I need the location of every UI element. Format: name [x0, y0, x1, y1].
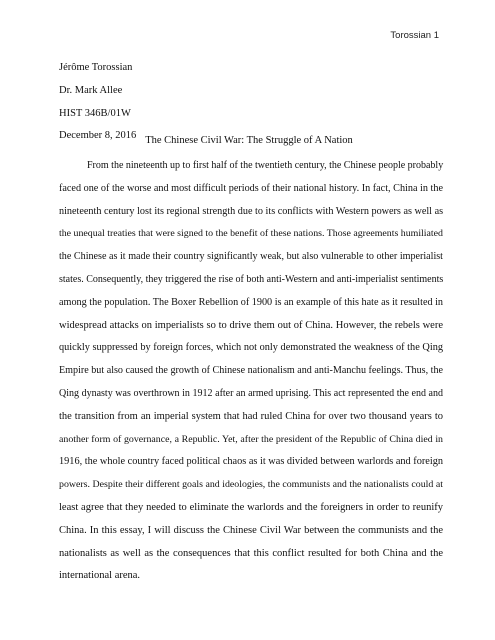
course-code: HIST 346B/01W [59, 107, 131, 119]
instructor-name: Dr. Mark Allee [59, 84, 123, 96]
paragraph-line: quickly suppressed by foreign forces, which not only demonstrated the weakness of the Qing [59, 342, 443, 354]
paragraph-line: the Chinese as it made their country significantly weak, but also vulnerable to other imperialist [59, 251, 443, 263]
paragraph-line: the unequal treaties that were signed to the benefit of these nations. Those agreements humiliated [59, 228, 443, 240]
paragraph-line: Qing dynasty was overthrown in 1912 after an armed uprising. This act represented the end and [59, 387, 443, 399]
paragraph-line: another form of governance, a Republic. Yet, after the president of the Republic of China died in [59, 433, 443, 445]
running-head: Torossian 1 [390, 30, 439, 41]
paragraph-line: China. In this essay, I will discuss the Chinese Civil War between the communists and the [59, 524, 443, 536]
paragraph-line: powers. Despite their different goals and ideologies, the communists and the nationalists could at [59, 479, 443, 491]
paragraph-line: Empire but also caused the growth of Chinese nationalism and anti-Manchu feelings. Thus, the [59, 365, 443, 377]
paragraph-line: the transition from an imperial system that had ruled China for over two thousand years to [59, 410, 443, 422]
paragraph-line: states. Consequently, they triggered the rise of both anti-Western and anti-imperialist sentiments [59, 273, 444, 285]
paragraph-line: international arena. [59, 570, 141, 582]
paragraph-line: least agree that they needed to eliminate the warlords and the foreigners in order to reunify [59, 501, 443, 513]
document-date: December 8, 2016 [59, 130, 137, 142]
paragraph-line: faced one of the worse and most difficult periods of their national history. In fact, China in the [59, 182, 443, 194]
paragraph-line: widespread attacks on imperialists so to drive them out of China. However, the rebels were [59, 319, 443, 331]
essay-paragraph [59, 155, 443, 588]
author-name: Jérôme Torossian [59, 62, 133, 73]
paragraph-line: 1916, the whole country faced political chaos as it was divided between warlords and foreign [59, 456, 444, 468]
paragraph-line: among the population. The Boxer Rebellion of 1900 is an example of this hate as it resulted in [59, 296, 444, 308]
essay-title: The Chinese Civil War: The Struggle of A Nation [145, 135, 353, 146]
paragraph-line: nationalists as well as the consequences that this conflict resulted for both China and the [59, 547, 443, 559]
paragraph-line: From the nineteenth up to first half of the twentieth century, the Chinese people probably [87, 160, 444, 171]
paragraph-line: nineteenth century lost its regional strength due to its conflicts with Western powers as well as [59, 205, 444, 217]
